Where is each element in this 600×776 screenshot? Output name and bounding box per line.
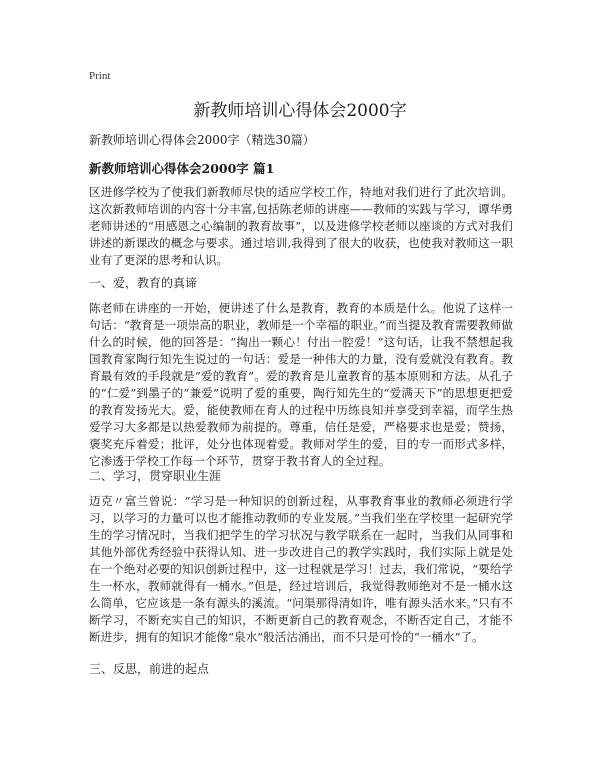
heading-learning: 二、学习，贯穿职业生涯: [89, 469, 222, 483]
paragraph-love: 陈老师在讲座的一开始，便讲述了什么是教育，教育的本质是什么。他说了这样一句话：“教育是一项崇高的职业，教师是一个幸福的职业。”而当提及教育需要教师做什么的时候，他的回答是：“掏出一颗心！付出一腔爱！”这句话，让我不禁想起我国教育家陶行知先生说过的一句话：爱是一种伟大的力量，没有爱就没有教育。教育最有效的手段就是“爱的教育”。爱的教育是儿童教育的基本原则和方法。从孔子的“仁爱”到墨子的“兼爱”说明了爱的重要，陶行知先生的“爱满天下”的思想更把爱的教育发扬光大。爱，能使教师在育人的过程中历练良知并享受到幸福，而学生热爱学习大多都是以热爱教师为前提的。尊重，信任是爱，严格要求也是爱；赞扬，褒奖充斥着爱；批评，处分也体现着爱。教师对学生的爱，目的专一而形式多样，它渗透于学校工作每一个环节，贯穿于教书育人的全过程。: [89, 301, 513, 468]
section-title: 新教师培训心得体会2000字 篇1: [89, 161, 275, 176]
document-subtitle: 新教师培训心得体会2000字（精选30篇）: [89, 133, 315, 147]
intro-paragraph: 区进修学校为了使我们新教师尽快的适应学校工作，特地对我们进行了此次培训。这次新教师培训的内容十分丰富,包括陈老师的讲座——教师的实践与学习，谭华勇老师讲述的“用感恩之心编制的教育故事”，以及进修学校老师以座谈的方式对我们讲述的新课改的概念与要求。通过培训,我得到了很大的收获，也使我对教师这一职业有了更深的思考和认识。: [89, 185, 513, 267]
heading-reflection: 三、反思，前进的起点: [89, 662, 210, 676]
document-title: 新教师培训心得体会2000字: [193, 101, 407, 121]
paragraph-learning: 迈克〃富兰曾说：“学习是一种知识的创新过程，从事教育事业的教师必须进行学习，以学习的力量可以也才能推动教师的专业发展。”当我们坐在学校里一起研究学生的学习情况时，当我们把学生的学习状况与教学联系在一起时，当我们从同事和其他外部优秀经验中获得认知、进一步改进自己的教学实践时，我们实际上就是处在一个绝对必要的知识创新过程中，这一过程就是学习！过去，我们常说，“要给学生一杯水，教师就得有一桶水。”但是，经过培训后，我觉得教师绝对不是一桶水这么简单，它应该是一条有源头的溪流。“问渠那得清如许，唯有源头活水来。”只有不断学习，不断充实自己的知识，不断更新自己的教育观念，不断否定自己，才能不断进步，拥有的知识才能像“泉水”般活沽涌出，而不只是可怜的“一桶水”了。: [89, 494, 513, 644]
heading-love: 一、爱，教育的真谛: [89, 276, 198, 290]
print-link[interactable]: Print: [89, 70, 111, 82]
